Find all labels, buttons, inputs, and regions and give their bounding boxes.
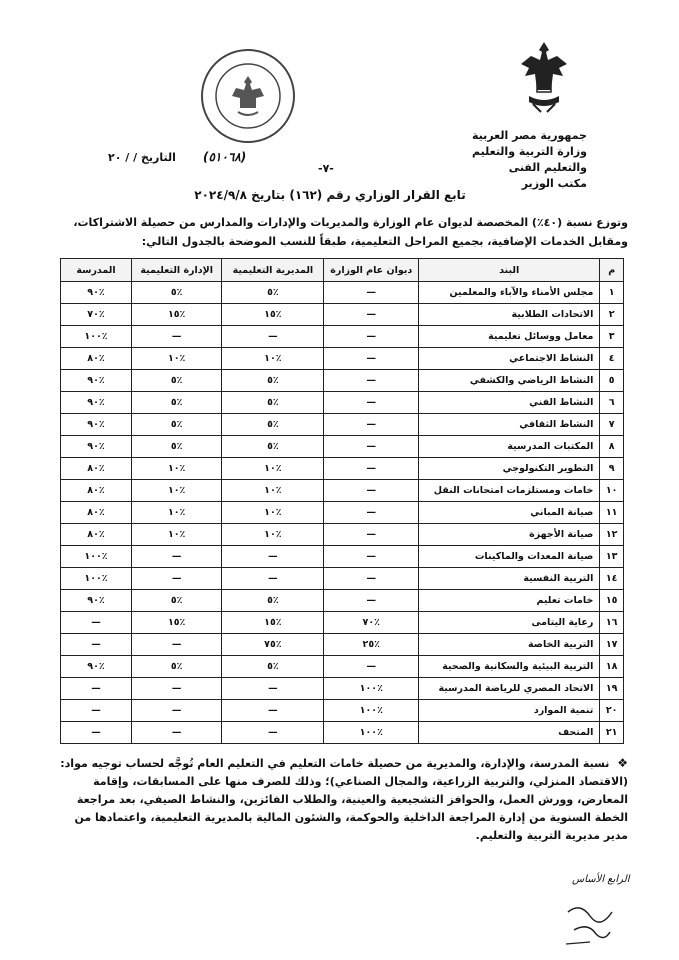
cell-directorate: ٪١٠ <box>222 524 324 546</box>
cell-administration: — <box>132 678 222 700</box>
cell-administration: ٪٥ <box>132 436 222 458</box>
table-row <box>61 458 624 480</box>
cell-school: ٪٨٠ <box>61 524 132 546</box>
table-row <box>61 634 624 656</box>
cell-item: التربية النفسية <box>419 568 600 590</box>
table-row <box>61 590 624 612</box>
cell-ministry: — <box>324 656 419 678</box>
note-paragraph <box>58 754 628 845</box>
cell-directorate: — <box>222 326 324 348</box>
cell-item: خامات ومستلزمات امتحانات النقل <box>419 480 600 502</box>
cell-administration: — <box>132 546 222 568</box>
cell-school: ٪٨٠ <box>61 348 132 370</box>
cell-num: ٢ <box>600 304 624 326</box>
cell-item: المتحف <box>419 722 600 744</box>
cell-ministry: — <box>324 524 419 546</box>
cell-directorate: — <box>222 700 324 722</box>
cell-num: ٨ <box>600 436 624 458</box>
ministry-name: وزارة التربية والتعليم والتعليم الفنى <box>472 145 587 174</box>
cell-item: النشاط الفني <box>419 392 600 414</box>
cell-school: — <box>61 634 132 656</box>
table-row <box>61 612 624 634</box>
table-row <box>61 656 624 678</box>
cell-school: ٪٩٠ <box>61 392 132 414</box>
cell-administration: ٪١٠ <box>132 348 222 370</box>
cell-num: ٧ <box>600 414 624 436</box>
cell-administration: ٪٥ <box>132 590 222 612</box>
cell-directorate: ٪٥ <box>222 656 324 678</box>
cell-directorate: ٪٥ <box>222 282 324 304</box>
cell-ministry: ٪١٠٠ <box>324 722 419 744</box>
cell-num: ١٨ <box>600 656 624 678</box>
cell-administration: ٪١٠ <box>132 524 222 546</box>
cell-num: ٣ <box>600 326 624 348</box>
signature-text: الرابع الأساس <box>572 874 630 885</box>
cell-school: ٪١٠٠ <box>61 568 132 590</box>
cell-ministry: — <box>324 304 419 326</box>
intro-paragraph: وتوزع نسبة (٤٠٪) المخصصة لديوان عام الوزارة والمديريات والإدارات والمدارس من حصيلة الاشتراكات، ومقابل الخدمات الإضافية، بجميع المراحل التعليمية، طبقاً للنسب الموضحة بالجدول التالي: <box>73 216 628 248</box>
cell-directorate: ٪١٠ <box>222 458 324 480</box>
cell-ministry: — <box>324 458 419 480</box>
cell-school: ٪٩٠ <box>61 436 132 458</box>
cell-administration: — <box>132 722 222 744</box>
cell-administration: ٪١٥ <box>132 304 222 326</box>
cell-num: ٦ <box>600 392 624 414</box>
cell-item: صيانة المعدات والماكينات <box>419 546 600 568</box>
header-ministry: ديوان عام الوزارة <box>324 259 419 282</box>
distribution-table <box>60 258 624 744</box>
cell-num: ٤ <box>600 348 624 370</box>
cell-ministry: ٪١٠٠ <box>324 700 419 722</box>
cell-school: ٪٩٠ <box>61 282 132 304</box>
cell-item: صيانة المباني <box>419 502 600 524</box>
cell-directorate: ٪١٠ <box>222 502 324 524</box>
cell-num: ١١ <box>600 502 624 524</box>
cell-directorate: ٪٧٥ <box>222 634 324 656</box>
cell-directorate: ٪٥ <box>222 370 324 392</box>
cell-administration: ٪٥ <box>132 656 222 678</box>
cell-num: ١ <box>600 282 624 304</box>
cell-directorate: — <box>222 678 324 700</box>
cell-directorate: ٪١٠ <box>222 348 324 370</box>
cell-school: — <box>61 678 132 700</box>
cell-num: ١٧ <box>600 634 624 656</box>
cell-administration: ٪١٠ <box>132 458 222 480</box>
cell-item: الاتحاد المصري للرياضة المدرسية <box>419 678 600 700</box>
cell-administration: ٪٥ <box>132 282 222 304</box>
cell-administration: ٪٥ <box>132 392 222 414</box>
cell-administration: ٪١٠ <box>132 480 222 502</box>
cell-item: التربية الخاصة <box>419 634 600 656</box>
table-row <box>61 568 624 590</box>
cell-school: ٪٨٠ <box>61 502 132 524</box>
cell-ministry: — <box>324 546 419 568</box>
cell-num: ٢١ <box>600 722 624 744</box>
cell-num: ١٤ <box>600 568 624 590</box>
cell-item: الاتحادات الطلابية <box>419 304 600 326</box>
table-row <box>61 722 624 744</box>
cell-ministry: — <box>324 370 419 392</box>
cell-school: ٪٩٠ <box>61 656 132 678</box>
cell-num: ١٦ <box>600 612 624 634</box>
table-row <box>61 348 624 370</box>
table-row <box>61 502 624 524</box>
header-directorate: المديرية التعليمية <box>222 259 324 282</box>
cell-item: المكتبات المدرسية <box>419 436 600 458</box>
table-row <box>61 304 624 326</box>
note-text: نسبة المدرسة، والإدارة، والمديرية من حصيلة خامات التعليم في التعليم العام تُوجَّه لحساب توجيه مواد: (الاقتصاد المنزلي، والتربية الزراعية، والمجال الصناعي)؛ وذلك للصرف منها على المسابقات، وإقامة المعارض، وورش العمل، والحوافز التشجيعية والعينية، والطلاب الفائزين، والنشاط الصيفي، بعد مراجعة الخطة السنوية من إدارة المراجعة الداخلية والحوكمة، والشئون المالية بالمديرية التعليمية، واعتمادها من مدير مديرية التربية والتعليم. <box>60 757 628 842</box>
table-row <box>61 282 624 304</box>
cell-num: ١٢ <box>600 524 624 546</box>
cell-school: ٪٨٠ <box>61 458 132 480</box>
cell-directorate: ٪١٥ <box>222 612 324 634</box>
diamond-bullet-icon: ❖ <box>617 756 628 770</box>
cell-ministry: ٪٢٥ <box>324 634 419 656</box>
header-school: المدرسة <box>61 259 132 282</box>
cell-ministry: ٪١٠٠ <box>324 678 419 700</box>
cell-item: التربية البيئية والسكانية والصحية <box>419 656 600 678</box>
cell-directorate: ٪٥ <box>222 436 324 458</box>
cell-directorate: ٪٥ <box>222 392 324 414</box>
header-item: البند <box>419 259 600 282</box>
cell-school: ٪١٠٠ <box>61 546 132 568</box>
decree-title: تابع القرار الوزاري رقم (١٦٢) بتاريخ ٢٠٢٤/٩/٨ <box>194 188 466 202</box>
table-row <box>61 546 624 568</box>
cell-item: معامل ووسائل تعليمية <box>419 326 600 348</box>
cell-ministry: — <box>324 414 419 436</box>
official-seal-icon <box>198 46 298 146</box>
cell-num: ١٣ <box>600 546 624 568</box>
table-row <box>61 414 624 436</box>
table-row <box>61 436 624 458</box>
cell-ministry: ٪٧٠ <box>324 612 419 634</box>
cell-school: ٪١٠٠ <box>61 326 132 348</box>
table-row <box>61 392 624 414</box>
cell-school: ٪٧٠ <box>61 304 132 326</box>
cell-directorate: ٪٥ <box>222 590 324 612</box>
table-row <box>61 480 624 502</box>
table-row <box>61 370 624 392</box>
table-row <box>61 700 624 722</box>
header-administration: الإدارة التعليمية <box>132 259 222 282</box>
cell-item: النشاط الرياضي والكشفي <box>419 370 600 392</box>
reference-number: (٥١٠٦٨) <box>203 150 247 164</box>
cell-school: — <box>61 722 132 744</box>
cell-directorate: ٪١٥ <box>222 304 324 326</box>
cell-item: النشاط الاجتماعي <box>419 348 600 370</box>
cell-item: رعاية اليتامى <box>419 612 600 634</box>
cell-num: ١٥ <box>600 590 624 612</box>
cell-school: ٪٩٠ <box>61 370 132 392</box>
cell-num: ٢٠ <box>600 700 624 722</box>
cell-administration: ٪١٠ <box>132 502 222 524</box>
cell-school: ٪٩٠ <box>61 414 132 436</box>
table-header-row <box>61 259 624 282</box>
cell-directorate: — <box>222 546 324 568</box>
cell-school: ٪٨٠ <box>61 480 132 502</box>
cell-item: تنمية الموارد <box>419 700 600 722</box>
cell-num: ١٩ <box>600 678 624 700</box>
cell-ministry: — <box>324 480 419 502</box>
table-row <box>61 326 624 348</box>
cell-administration: — <box>132 326 222 348</box>
cell-school: — <box>61 700 132 722</box>
cell-ministry: — <box>324 568 419 590</box>
cell-school: — <box>61 612 132 634</box>
cell-ministry: — <box>324 392 419 414</box>
table-row <box>61 524 624 546</box>
cell-school: ٪٩٠ <box>61 590 132 612</box>
cell-ministry: — <box>324 502 419 524</box>
cell-administration: ٪٥ <box>132 414 222 436</box>
table-row <box>61 678 624 700</box>
cell-num: ٩ <box>600 458 624 480</box>
cell-administration: — <box>132 568 222 590</box>
cell-ministry: — <box>324 348 419 370</box>
cell-directorate: ٪٥ <box>222 414 324 436</box>
country-name: جمهورية مصر العربية <box>472 129 587 142</box>
cell-item: التطوير التكنولوجي <box>419 458 600 480</box>
cell-administration: ٪٥ <box>132 370 222 392</box>
cell-directorate: ٪١٠ <box>222 480 324 502</box>
date-line: التاريخ / / ٢٠ <box>108 151 176 164</box>
page-number: -٧- <box>318 162 334 175</box>
cell-item: خامات تعليم <box>419 590 600 612</box>
cell-num: ١٠ <box>600 480 624 502</box>
cell-directorate: — <box>222 722 324 744</box>
cell-administration: — <box>132 634 222 656</box>
cell-ministry: — <box>324 282 419 304</box>
header-num: م <box>600 259 624 282</box>
cell-num: ٥ <box>600 370 624 392</box>
cell-item: النشاط الثقافي <box>419 414 600 436</box>
cell-ministry: — <box>324 326 419 348</box>
office-name: مكتب الوزير <box>521 177 587 190</box>
eagle-emblem-icon <box>519 38 569 120</box>
ministry-header <box>437 128 587 192</box>
cell-ministry: — <box>324 436 419 458</box>
cell-item: مجلس الأمناء والآباء والمعلمين <box>419 282 600 304</box>
cell-ministry: — <box>324 590 419 612</box>
cell-item: صيانة الأجهزة <box>419 524 600 546</box>
cell-directorate: — <box>222 568 324 590</box>
cell-administration: ٪١٥ <box>132 612 222 634</box>
cell-administration: — <box>132 700 222 722</box>
